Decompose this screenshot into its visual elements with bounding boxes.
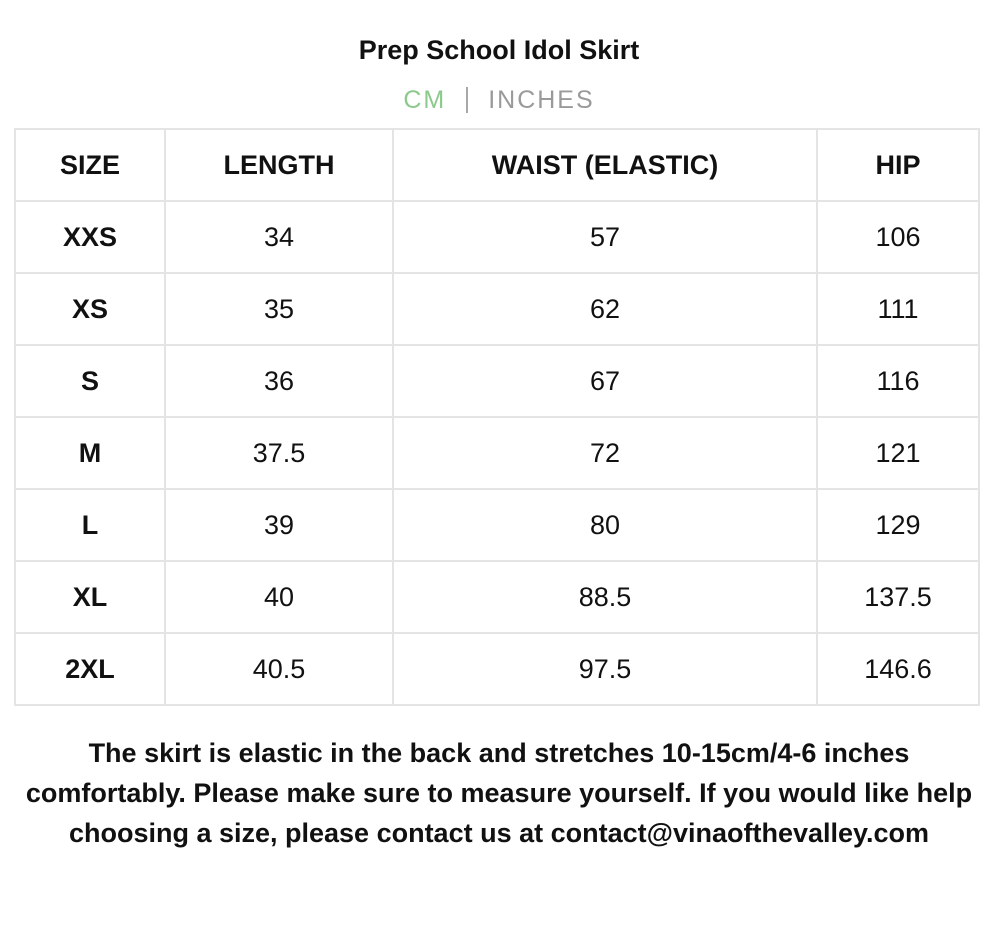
length-cell: 34 <box>165 201 393 273</box>
length-cell: 35 <box>165 273 393 345</box>
hip-cell: 121 <box>817 417 979 489</box>
unit-toggle <box>0 84 998 116</box>
table-row <box>15 201 979 273</box>
table-row <box>15 417 979 489</box>
sizing-note: The skirt is elastic in the back and stretches 10-15cm/4-6 inches comfortably. Please make sure to measure yourself. If you would like help choosing a size, please contact us at contact@vinaofthevalley.com <box>25 738 973 848</box>
table-row <box>15 273 979 345</box>
hip-cell: 129 <box>817 489 979 561</box>
header-size: SIZE <box>15 129 165 201</box>
length-cell: 40 <box>165 561 393 633</box>
table-row <box>15 345 979 417</box>
size-cell: XL <box>15 561 165 633</box>
waist-cell: 97.5 <box>393 633 817 705</box>
header-hip: HIP <box>817 129 979 201</box>
waist-cell: 72 <box>393 417 817 489</box>
unit-cm-tab[interactable]: CM <box>403 86 447 114</box>
table-row <box>15 561 979 633</box>
hip-cell: 137.5 <box>817 561 979 633</box>
hip-cell: 116 <box>817 345 979 417</box>
length-cell: 40.5 <box>165 633 393 705</box>
hip-cell: 111 <box>817 273 979 345</box>
waist-cell: 88.5 <box>393 561 817 633</box>
waist-cell: 67 <box>393 345 817 417</box>
waist-cell: 62 <box>393 273 817 345</box>
hip-cell: 146.6 <box>817 633 979 705</box>
table-header-row <box>15 129 979 201</box>
size-cell: S <box>15 345 165 417</box>
page-title: Prep School Idol Skirt <box>358 35 640 65</box>
hip-cell: 106 <box>817 201 979 273</box>
size-cell: XS <box>15 273 165 345</box>
size-cell: XXS <box>15 201 165 273</box>
size-cell: L <box>15 489 165 561</box>
size-chart-table <box>14 128 980 706</box>
unit-inches-tab[interactable]: INCHES <box>488 86 595 114</box>
unit-divider <box>466 87 468 113</box>
length-cell: 36 <box>165 345 393 417</box>
length-cell: 37.5 <box>165 417 393 489</box>
table-row <box>15 489 979 561</box>
length-cell: 39 <box>165 489 393 561</box>
header-length: LENGTH <box>165 129 393 201</box>
size-cell: 2XL <box>15 633 165 705</box>
waist-cell: 57 <box>393 201 817 273</box>
size-cell: M <box>15 417 165 489</box>
waist-cell: 80 <box>393 489 817 561</box>
table-row <box>15 633 979 705</box>
header-waist: WAIST (ELASTIC) <box>393 129 817 201</box>
